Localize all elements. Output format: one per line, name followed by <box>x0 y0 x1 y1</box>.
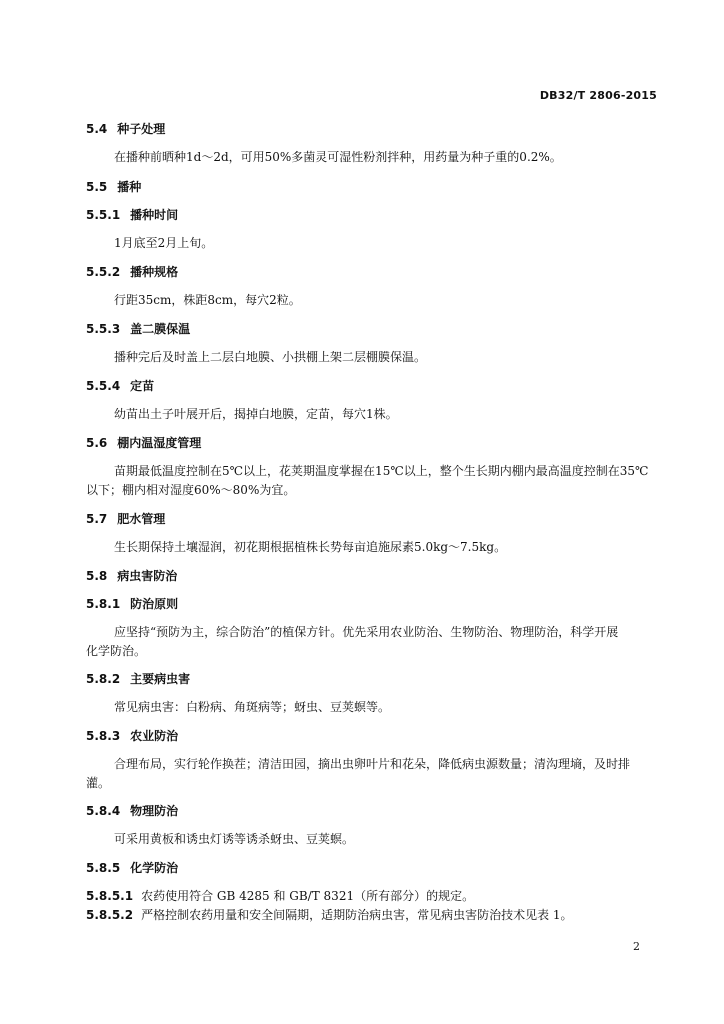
document-code: DB32/T 2806-2015 <box>539 89 657 102</box>
paragraph: 可采用黄板和诱虫灯诱等诱杀蚜虫、豆荚螟。 <box>114 832 355 846</box>
page-number: 2 <box>633 940 640 953</box>
section-heading-5-5-1: 5.5.1 播种时间 <box>86 208 179 222</box>
section-heading-5-8-5: 5.8.5 化学防治 <box>86 861 179 875</box>
paragraph: 合理布局，实行轮作换茬；清洁田园，摘出虫卵叶片和花朵，降低病虫源数量；清沟理墒，及时排 <box>114 757 631 771</box>
section-heading-5-8-3: 5.8.3 农业防治 <box>86 729 179 743</box>
section-heading-5-5-2: 5.5.2 播种规格 <box>86 265 179 279</box>
section-heading-5-5-4: 5.5.4 定苗 <box>86 379 155 393</box>
paragraph: 播种完后及时盖上二层白地膜、小拱棚上架二层棚膜保温。 <box>114 350 427 364</box>
clause-5-8-5-2: 5.8.5.2 严格控制农药用量和安全间隔期，适期防治病虫害，常见病虫害防治技术见表 1。 <box>86 908 573 922</box>
paragraph: 应坚持“预防为主，综合防治”的植保方针。优先采用农业防治、生物防治、物理防治，科学开展 <box>114 625 619 639</box>
paragraph: 在播种前晒种1d～2d，可用50%多菌灵可湿性粉剂拌种，用药量为种子重的0.2%。 <box>114 150 562 164</box>
section-heading-5-5: 5.5 播种 <box>86 180 142 194</box>
paragraph: 幼苗出土子叶展开后，揭掉白地膜，定苗，每穴1株。 <box>114 407 398 421</box>
section-heading-5-6: 5.6 棚内温湿度管理 <box>86 436 202 450</box>
section-heading-5-8-2: 5.8.2 主要病虫害 <box>86 672 191 686</box>
section-heading-5-8-1: 5.8.1 防治原则 <box>86 597 179 611</box>
paragraph: 1月底至2月上旬。 <box>114 236 214 250</box>
paragraph-continuation: 灌。 <box>86 776 111 790</box>
clause-5-8-5-1: 5.8.5.1 农药使用符合 GB 4285 和 GB/T 8321（所有部分）的规定。 <box>86 889 475 903</box>
paragraph-continuation: 以下；棚内相对湿度60%～80%为宜。 <box>86 483 296 497</box>
section-heading-5-4: 5.4 种子处理 <box>86 122 166 136</box>
paragraph: 常见病虫害：白粉病、角斑病等；蚜虫、豆荚螟等。 <box>114 700 391 714</box>
paragraph: 行距35cm，株距8cm，每穴2粒。 <box>114 293 301 307</box>
paragraph-continuation: 化学防治。 <box>86 644 147 658</box>
section-heading-5-8: 5.8 病虫害防治 <box>86 569 178 583</box>
section-heading-5-7: 5.7 肥水管理 <box>86 512 166 526</box>
section-heading-5-5-3: 5.5.3 盖二膜保温 <box>86 322 191 336</box>
paragraph: 生长期保持土壤湿润，初花期根据植株长势每亩追施尿素5.0kg～7.5kg。 <box>114 540 507 554</box>
paragraph: 苗期最低温度控制在5℃以上，花荚期温度掌握在15℃以上，整个生长期内棚内最高温度控制在35℃ <box>114 464 649 478</box>
section-heading-5-8-4: 5.8.4 物理防治 <box>86 804 179 818</box>
